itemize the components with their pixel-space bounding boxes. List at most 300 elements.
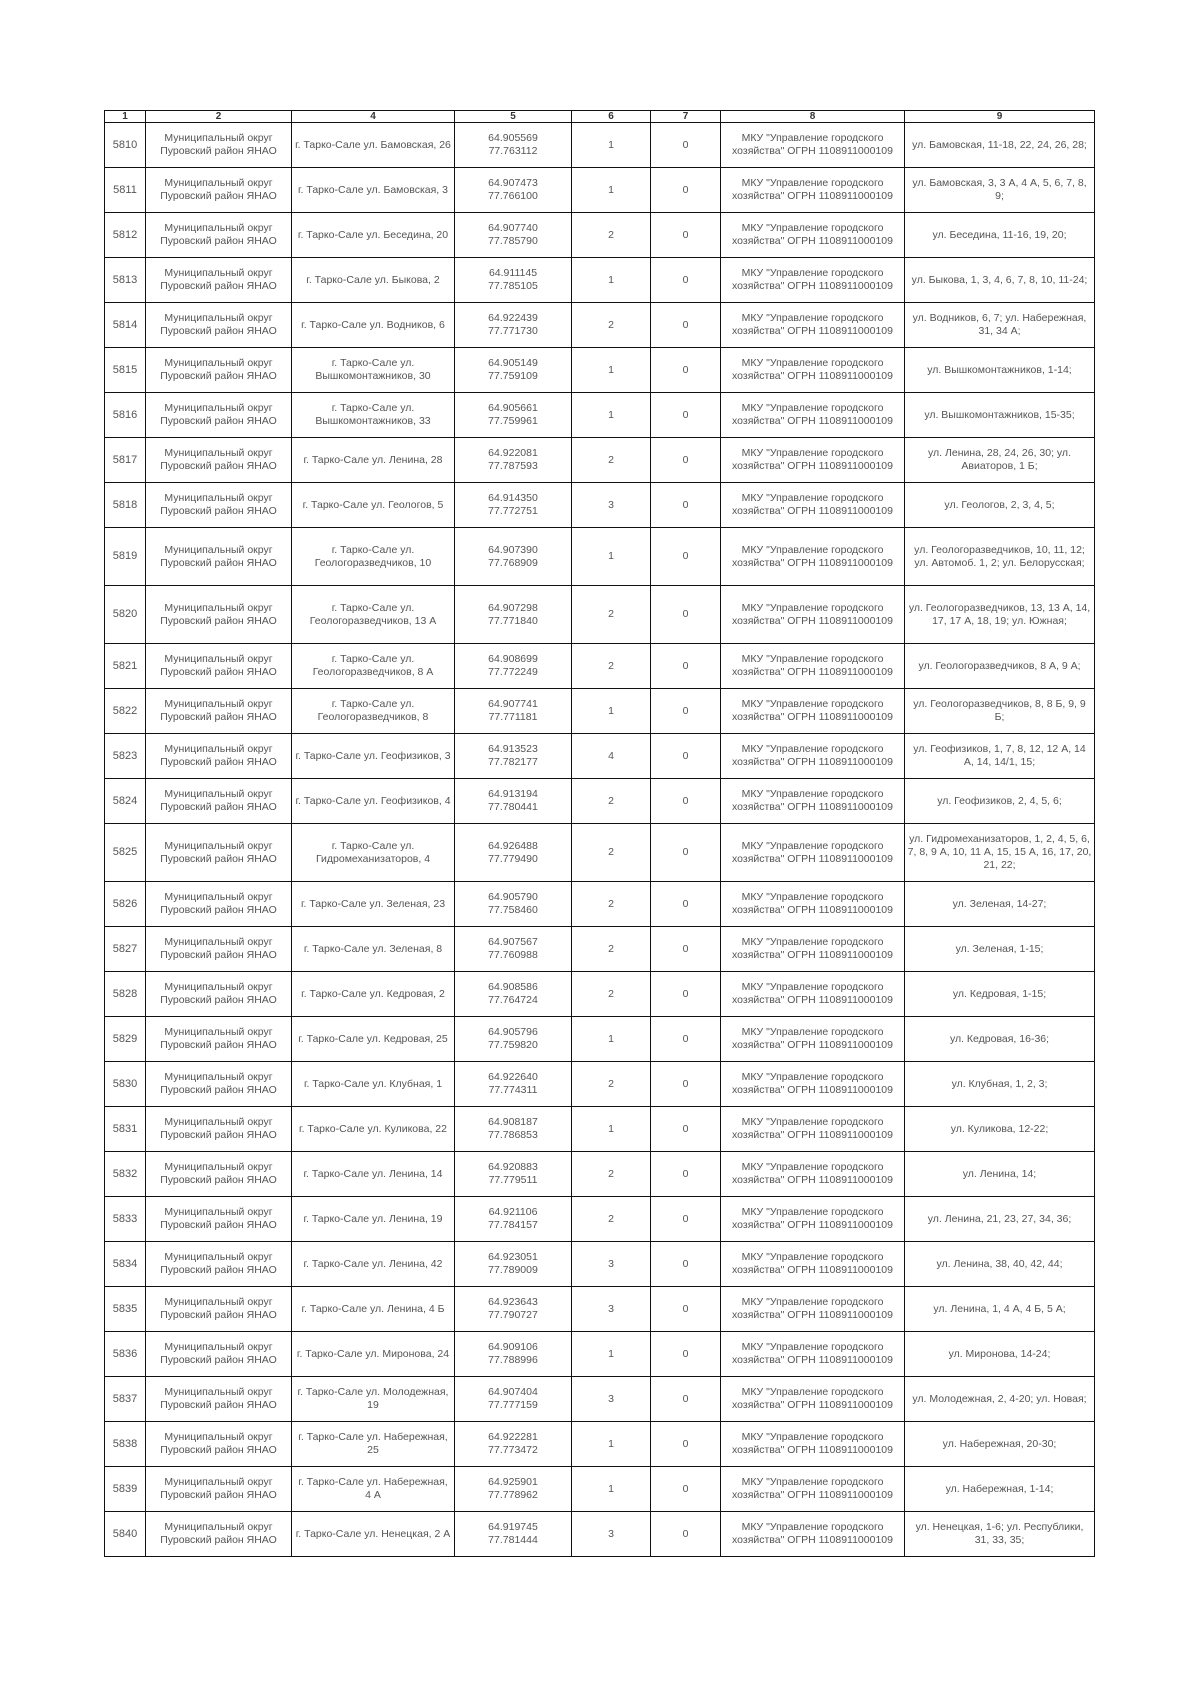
table-row <box>105 734 1095 779</box>
cell-col-7: 0 <box>651 1422 721 1467</box>
cell-id: 5823 <box>105 734 146 779</box>
cell-id: 5822 <box>105 689 146 734</box>
cell-district: Муниципальный округ Пуровский район ЯНАО <box>146 303 292 348</box>
cell-col-6: 1 <box>572 1467 651 1512</box>
cell-organization: МКУ "Управление городского хозяйства" ОГРН 1108911000109 <box>721 1512 905 1557</box>
cell-district: Муниципальный округ Пуровский район ЯНАО <box>146 1377 292 1422</box>
table-row <box>105 1467 1095 1512</box>
cell-col-7: 0 <box>651 1467 721 1512</box>
cell-served-addresses: ул. Клубная, 1, 2, 3; <box>905 1062 1095 1107</box>
cell-organization: МКУ "Управление городского хозяйства" ОГРН 1108911000109 <box>721 882 905 927</box>
cell-id: 5835 <box>105 1287 146 1332</box>
cell-col-6: 1 <box>572 689 651 734</box>
cell-organization: МКУ "Управление городского хозяйства" ОГРН 1108911000109 <box>721 824 905 882</box>
cell-organization: МКУ "Управление городского хозяйства" ОГРН 1108911000109 <box>721 1422 905 1467</box>
cell-served-addresses: ул. Набережная, 1-14; <box>905 1467 1095 1512</box>
cell-col-6: 2 <box>572 303 651 348</box>
latitude: 64.919745 <box>488 1521 538 1533</box>
latitude: 64.905149 <box>488 357 538 369</box>
cell-address: г. Тарко-Сале ул. Набережная, 25 <box>292 1422 455 1467</box>
longitude: 77.774311 <box>488 1084 538 1096</box>
cell-district: Муниципальный округ Пуровский район ЯНАО <box>146 483 292 528</box>
cell-served-addresses: ул. Вышкомонтажников, 15-35; <box>905 393 1095 438</box>
cell-coordinates <box>455 123 572 168</box>
cell-coordinates <box>455 438 572 483</box>
cell-address: г. Тарко-Сале ул. Ленина, 4 Б <box>292 1287 455 1332</box>
cell-coordinates <box>455 213 572 258</box>
cell-id: 5826 <box>105 882 146 927</box>
cell-organization: МКУ "Управление городского хозяйства" ОГРН 1108911000109 <box>721 303 905 348</box>
cell-col-7: 0 <box>651 972 721 1017</box>
cell-col-6: 1 <box>572 1422 651 1467</box>
longitude: 77.771181 <box>488 711 538 723</box>
cell-col-7: 0 <box>651 1062 721 1107</box>
cell-served-addresses: ул. Геологоразведчиков, 10, 11, 12; ул. Автомоб. 1, 2; ул. Белорусская; <box>905 528 1095 586</box>
cell-organization: МКУ "Управление городского хозяйства" ОГРН 1108911000109 <box>721 168 905 213</box>
latitude: 64.907390 <box>488 543 538 556</box>
cell-id: 5829 <box>105 1017 146 1062</box>
cell-col-7: 0 <box>651 824 721 882</box>
cell-served-addresses: ул. Беседина, 11-16, 19, 20; <box>905 213 1095 258</box>
table-row <box>105 1287 1095 1332</box>
cell-district: Муниципальный округ Пуровский район ЯНАО <box>146 258 292 303</box>
table-row <box>105 258 1095 303</box>
header-col-2: 2 <box>146 111 292 123</box>
cell-address: г. Тарко-Сале ул. Быкова, 2 <box>292 258 455 303</box>
cell-address: г. Тарко-Сале ул. Геологов, 5 <box>292 483 455 528</box>
longitude: 77.768909 <box>488 556 538 569</box>
latitude: 64.905790 <box>488 891 538 903</box>
cell-organization: МКУ "Управление городского хозяйства" ОГРН 1108911000109 <box>721 972 905 1017</box>
cell-col-7: 0 <box>651 168 721 213</box>
latitude: 64.922081 <box>488 447 538 459</box>
cell-id: 5833 <box>105 1197 146 1242</box>
table-row <box>105 1377 1095 1422</box>
cell-coordinates <box>455 393 572 438</box>
cell-address: г. Тарко-Сале ул. Геологоразведчиков, 8 А <box>292 644 455 689</box>
cell-served-addresses: ул. Ленина, 14; <box>905 1152 1095 1197</box>
cell-col-6: 2 <box>572 1152 651 1197</box>
cell-coordinates <box>455 734 572 779</box>
longitude: 77.760988 <box>488 949 538 961</box>
cell-organization: МКУ "Управление городского хозяйства" ОГРН 1108911000109 <box>721 393 905 438</box>
longitude: 77.780441 <box>488 801 538 813</box>
table-row <box>105 1107 1095 1152</box>
cell-coordinates <box>455 1287 572 1332</box>
cell-district: Муниципальный округ Пуровский район ЯНАО <box>146 689 292 734</box>
cell-coordinates <box>455 689 572 734</box>
latitude: 64.925901 <box>488 1476 538 1488</box>
longitude: 77.778962 <box>488 1489 538 1501</box>
cell-id: 5837 <box>105 1377 146 1422</box>
cell-id: 5815 <box>105 348 146 393</box>
table-row <box>105 393 1095 438</box>
latitude: 64.907473 <box>488 177 538 189</box>
latitude: 64.922640 <box>488 1071 538 1083</box>
cell-col-7: 0 <box>651 1017 721 1062</box>
cell-col-7: 0 <box>651 303 721 348</box>
longitude: 77.789009 <box>488 1264 538 1276</box>
cell-district: Муниципальный округ Пуровский район ЯНАО <box>146 1197 292 1242</box>
longitude: 77.758460 <box>488 904 538 916</box>
cell-served-addresses: ул. Ленина, 38, 40, 42, 44; <box>905 1242 1095 1287</box>
latitude: 64.905661 <box>488 402 538 414</box>
cell-id: 5824 <box>105 779 146 824</box>
cell-coordinates <box>455 1332 572 1377</box>
table-row <box>105 1197 1095 1242</box>
cell-served-addresses: ул. Зеленая, 1-15; <box>905 927 1095 972</box>
cell-col-6: 2 <box>572 586 651 644</box>
cell-coordinates <box>455 586 572 644</box>
cell-col-6: 2 <box>572 927 651 972</box>
cell-address: г. Тарко-Сале ул. Ленина, 42 <box>292 1242 455 1287</box>
cell-district: Муниципальный округ Пуровский район ЯНАО <box>146 927 292 972</box>
longitude: 77.787593 <box>488 460 538 472</box>
latitude: 64.907741 <box>488 698 538 710</box>
cell-address: г. Тарко-Сале ул. Молодежная, 19 <box>292 1377 455 1422</box>
longitude: 77.782177 <box>488 756 538 768</box>
cell-organization: МКУ "Управление городского хозяйства" ОГРН 1108911000109 <box>721 1062 905 1107</box>
cell-id: 5817 <box>105 438 146 483</box>
cell-organization: МКУ "Управление городского хозяйства" ОГРН 1108911000109 <box>721 1152 905 1197</box>
cell-col-6: 3 <box>572 1287 651 1332</box>
cell-col-6: 2 <box>572 1062 651 1107</box>
cell-address: г. Тарко-Сале ул. Геофизиков, 4 <box>292 779 455 824</box>
cell-organization: МКУ "Управление городского хозяйства" ОГРН 1108911000109 <box>721 779 905 824</box>
cell-col-7: 0 <box>651 644 721 689</box>
table-row <box>105 1332 1095 1377</box>
cell-address: г. Тарко-Сале ул. Ленина, 14 <box>292 1152 455 1197</box>
header-col-7: 7 <box>651 111 721 123</box>
table-row <box>105 1242 1095 1287</box>
cell-organization: МКУ "Управление городского хозяйства" ОГРН 1108911000109 <box>721 1107 905 1152</box>
cell-col-6: 2 <box>572 213 651 258</box>
cell-col-6: 3 <box>572 483 651 528</box>
longitude: 77.759109 <box>488 370 538 382</box>
cell-organization: МКУ "Управление городского хозяйства" ОГРН 1108911000109 <box>721 1242 905 1287</box>
cell-coordinates <box>455 882 572 927</box>
cell-district: Муниципальный округ Пуровский район ЯНАО <box>146 348 292 393</box>
longitude: 77.777159 <box>488 1399 538 1411</box>
cell-district: Муниципальный округ Пуровский район ЯНАО <box>146 213 292 258</box>
latitude: 64.907404 <box>488 1386 538 1398</box>
cell-coordinates <box>455 1512 572 1557</box>
cell-address: г. Тарко-Сале ул. Куликова, 22 <box>292 1107 455 1152</box>
cell-col-7: 0 <box>651 1107 721 1152</box>
cell-address: г. Тарко-Сале ул. Геофизиков, 3 <box>292 734 455 779</box>
table-row <box>105 168 1095 213</box>
cell-address: г. Тарко-Сале ул. Вышкомонтажников, 33 <box>292 393 455 438</box>
cell-served-addresses: ул. Бамовская, 11-18, 22, 24, 26, 28; <box>905 123 1095 168</box>
cell-organization: МКУ "Управление городского хозяйства" ОГРН 1108911000109 <box>721 927 905 972</box>
cell-col-6: 1 <box>572 528 651 586</box>
cell-id: 5811 <box>105 168 146 213</box>
longitude: 77.786853 <box>488 1129 538 1141</box>
longitude: 77.772751 <box>488 505 538 517</box>
latitude: 64.907298 <box>488 601 538 614</box>
cell-col-6: 1 <box>572 1017 651 1062</box>
cell-served-addresses: ул. Набережная, 20-30; <box>905 1422 1095 1467</box>
table-row <box>105 644 1095 689</box>
cell-coordinates <box>455 1422 572 1467</box>
cell-district: Муниципальный округ Пуровский район ЯНАО <box>146 438 292 483</box>
cell-col-6: 2 <box>572 882 651 927</box>
cell-organization: МКУ "Управление городского хозяйства" ОГРН 1108911000109 <box>721 438 905 483</box>
latitude: 64.911145 <box>488 267 538 279</box>
cell-id: 5825 <box>105 824 146 882</box>
cell-address: г. Тарко-Сале ул. Миронова, 24 <box>292 1332 455 1377</box>
cell-id: 5821 <box>105 644 146 689</box>
cell-id: 5819 <box>105 528 146 586</box>
cell-id: 5839 <box>105 1467 146 1512</box>
cell-organization: МКУ "Управление городского хозяйства" ОГРН 1108911000109 <box>721 483 905 528</box>
latitude: 64.905569 <box>488 132 538 144</box>
cell-served-addresses: ул. Миронова, 14-24; <box>905 1332 1095 1377</box>
cell-col-7: 0 <box>651 1152 721 1197</box>
cell-coordinates <box>455 258 572 303</box>
cell-district: Муниципальный округ Пуровский район ЯНАО <box>146 644 292 689</box>
cell-col-7: 0 <box>651 1287 721 1332</box>
cell-address: г. Тарко-Сале ул. Водников, 6 <box>292 303 455 348</box>
longitude: 77.759820 <box>488 1039 538 1051</box>
cell-organization: МКУ "Управление городского хозяйства" ОГРН 1108911000109 <box>721 586 905 644</box>
cell-served-addresses: ул. Геологоразведчиков, 13, 13 А, 14, 17, 17 А, 18, 19; ул. Южная; <box>905 586 1095 644</box>
cell-district: Муниципальный округ Пуровский район ЯНАО <box>146 1062 292 1107</box>
cell-coordinates <box>455 1152 572 1197</box>
cell-col-7: 0 <box>651 882 721 927</box>
table-row <box>105 882 1095 927</box>
cell-district: Муниципальный округ Пуровский район ЯНАО <box>146 123 292 168</box>
cell-district: Муниципальный округ Пуровский район ЯНАО <box>146 1152 292 1197</box>
latitude: 64.907567 <box>488 936 538 948</box>
cell-address: г. Тарко-Сале ул. Геологоразведчиков, 8 <box>292 689 455 734</box>
cell-address: г. Тарко-Сале ул. Кедровая, 2 <box>292 972 455 1017</box>
cell-address: г. Тарко-Сале ул. Ненецкая, 2 А <box>292 1512 455 1557</box>
cell-id: 5820 <box>105 586 146 644</box>
table-row <box>105 528 1095 586</box>
cell-organization: МКУ "Управление городского хозяйства" ОГРН 1108911000109 <box>721 1197 905 1242</box>
cell-district: Муниципальный округ Пуровский район ЯНАО <box>146 824 292 882</box>
cell-col-6: 1 <box>572 1332 651 1377</box>
latitude: 64.923051 <box>488 1251 538 1263</box>
cell-id: 5827 <box>105 927 146 972</box>
latitude: 64.926488 <box>488 839 538 852</box>
cell-served-addresses: ул. Молодежная, 2, 4-20; ул. Новая; <box>905 1377 1095 1422</box>
cell-served-addresses: ул. Кедровая, 1-15; <box>905 972 1095 1017</box>
longitude: 77.759961 <box>488 415 538 427</box>
cell-col-7: 0 <box>651 689 721 734</box>
header-row <box>105 111 1095 123</box>
cell-id: 5831 <box>105 1107 146 1152</box>
cell-organization: МКУ "Управление городского хозяйства" ОГРН 1108911000109 <box>721 1467 905 1512</box>
latitude: 64.908586 <box>488 981 538 993</box>
latitude: 64.908699 <box>488 653 538 665</box>
cell-address: г. Тарко-Сале ул. Клубная, 1 <box>292 1062 455 1107</box>
cell-served-addresses: ул. Ленина, 28, 24, 26, 30; ул. Авиаторов, 1 Б; <box>905 438 1095 483</box>
cell-served-addresses: ул. Гидромеханизаторов, 1, 2, 4, 5, 6, 7, 8, 9 А, 10, 11 А, 15, 15 А, 16, 17, 20, 21, 22; <box>905 824 1095 882</box>
table-row <box>105 586 1095 644</box>
table-row <box>105 1422 1095 1467</box>
cell-coordinates <box>455 824 572 882</box>
latitude: 64.907740 <box>488 222 538 234</box>
cell-organization: МКУ "Управление городского хозяйства" ОГРН 1108911000109 <box>721 348 905 393</box>
cell-address: г. Тарко-Сале ул. Вышкомонтажников, 30 <box>292 348 455 393</box>
cell-organization: МКУ "Управление городского хозяйства" ОГРН 1108911000109 <box>721 213 905 258</box>
cell-id: 5816 <box>105 393 146 438</box>
table-row <box>105 483 1095 528</box>
header-col-4: 4 <box>292 111 455 123</box>
cell-coordinates <box>455 168 572 213</box>
cell-col-7: 0 <box>651 586 721 644</box>
cell-col-7: 0 <box>651 927 721 972</box>
cell-id: 5818 <box>105 483 146 528</box>
cell-address: г. Тарко-Сале ул. Набережная, 4 А <box>292 1467 455 1512</box>
cell-district: Муниципальный округ Пуровский район ЯНАО <box>146 1422 292 1467</box>
cell-col-6: 4 <box>572 734 651 779</box>
cell-col-6: 2 <box>572 1197 651 1242</box>
cell-col-6: 2 <box>572 972 651 1017</box>
longitude: 77.771730 <box>488 325 538 337</box>
cell-id: 5810 <box>105 123 146 168</box>
cell-district: Муниципальный округ Пуровский район ЯНАО <box>146 1287 292 1332</box>
cell-district: Муниципальный округ Пуровский район ЯНАО <box>146 1242 292 1287</box>
cell-col-6: 1 <box>572 348 651 393</box>
cell-coordinates <box>455 779 572 824</box>
cell-district: Муниципальный округ Пуровский район ЯНАО <box>146 393 292 438</box>
cell-id: 5812 <box>105 213 146 258</box>
longitude: 77.764724 <box>488 994 538 1006</box>
table-row <box>105 824 1095 882</box>
cell-coordinates <box>455 1467 572 1512</box>
cell-id: 5840 <box>105 1512 146 1557</box>
cell-district: Муниципальный округ Пуровский район ЯНАО <box>146 882 292 927</box>
cell-coordinates <box>455 1017 572 1062</box>
table-row <box>105 1152 1095 1197</box>
header-col-9: 9 <box>905 111 1095 123</box>
latitude: 64.921106 <box>488 1206 538 1218</box>
longitude: 77.790727 <box>488 1309 538 1321</box>
cell-served-addresses: ул. Ленина, 1, 4 А, 4 Б, 5 А; <box>905 1287 1095 1332</box>
cell-coordinates <box>455 1107 572 1152</box>
cell-col-6: 1 <box>572 168 651 213</box>
table-row <box>105 779 1095 824</box>
cell-organization: МКУ "Управление городского хозяйства" ОГРН 1108911000109 <box>721 528 905 586</box>
cell-col-7: 0 <box>651 734 721 779</box>
cell-organization: МКУ "Управление городского хозяйства" ОГРН 1108911000109 <box>721 644 905 689</box>
cell-served-addresses: ул. Бамовская, 3, 3 А, 4 А, 5, 6, 7, 8, 9; <box>905 168 1095 213</box>
cell-organization: МКУ "Управление городского хозяйства" ОГРН 1108911000109 <box>721 123 905 168</box>
latitude: 64.908187 <box>488 1116 538 1128</box>
cell-served-addresses: ул. Геологов, 2, 3, 4, 5; <box>905 483 1095 528</box>
cell-col-6: 3 <box>572 1242 651 1287</box>
cell-district: Муниципальный округ Пуровский район ЯНАО <box>146 779 292 824</box>
cell-id: 5813 <box>105 258 146 303</box>
latitude: 64.909106 <box>488 1341 538 1353</box>
cell-district: Муниципальный округ Пуровский район ЯНАО <box>146 972 292 1017</box>
cell-served-addresses: ул. Геологоразведчиков, 8 А, 9 А; <box>905 644 1095 689</box>
table-row <box>105 348 1095 393</box>
latitude: 64.923643 <box>488 1296 538 1308</box>
cell-coordinates <box>455 303 572 348</box>
cell-id: 5828 <box>105 972 146 1017</box>
longitude: 77.779490 <box>488 852 538 865</box>
cell-address: г. Тарко-Сале ул. Беседина, 20 <box>292 213 455 258</box>
latitude: 64.922439 <box>488 312 538 324</box>
registry-table <box>104 110 1095 1557</box>
cell-coordinates <box>455 927 572 972</box>
cell-col-7: 0 <box>651 213 721 258</box>
cell-served-addresses: ул. Геофизиков, 1, 7, 8, 12, 12 А, 14 А, 14, 14/1, 15; <box>905 734 1095 779</box>
header-col-5: 5 <box>455 111 572 123</box>
cell-address: г. Тарко-Сале ул. Геологоразведчиков, 13 А <box>292 586 455 644</box>
cell-col-7: 0 <box>651 1512 721 1557</box>
cell-district: Муниципальный округ Пуровский район ЯНАО <box>146 1107 292 1152</box>
cell-col-6: 3 <box>572 1377 651 1422</box>
table-row <box>105 1017 1095 1062</box>
cell-address: г. Тарко-Сале ул. Ленина, 28 <box>292 438 455 483</box>
cell-id: 5830 <box>105 1062 146 1107</box>
longitude: 77.763112 <box>488 145 538 157</box>
cell-organization: МКУ "Управление городского хозяйства" ОГРН 1108911000109 <box>721 258 905 303</box>
header-col-1: 1 <box>105 111 146 123</box>
longitude: 77.779511 <box>488 1174 538 1186</box>
latitude: 64.913194 <box>488 788 538 800</box>
latitude: 64.920883 <box>488 1161 538 1173</box>
longitude: 77.788996 <box>488 1354 538 1366</box>
table-row <box>105 438 1095 483</box>
cell-coordinates <box>455 348 572 393</box>
cell-col-7: 0 <box>651 483 721 528</box>
longitude: 77.785790 <box>488 235 538 247</box>
cell-col-7: 0 <box>651 1377 721 1422</box>
cell-district: Муниципальный округ Пуровский район ЯНАО <box>146 168 292 213</box>
cell-served-addresses: ул. Зеленая, 14-27; <box>905 882 1095 927</box>
cell-district: Муниципальный округ Пуровский район ЯНАО <box>146 1467 292 1512</box>
cell-col-6: 1 <box>572 258 651 303</box>
cell-coordinates <box>455 1377 572 1422</box>
cell-address: г. Тарко-Сале ул. Гидромеханизаторов, 4 <box>292 824 455 882</box>
latitude: 64.914350 <box>488 492 538 504</box>
cell-coordinates <box>455 528 572 586</box>
cell-col-7: 0 <box>651 258 721 303</box>
cell-col-6: 2 <box>572 779 651 824</box>
table-row <box>105 927 1095 972</box>
cell-col-6: 2 <box>572 824 651 882</box>
table-row <box>105 303 1095 348</box>
longitude: 77.766100 <box>488 190 538 202</box>
cell-col-6: 1 <box>572 123 651 168</box>
cell-district: Муниципальный округ Пуровский район ЯНАО <box>146 1332 292 1377</box>
cell-id: 5832 <box>105 1152 146 1197</box>
latitude: 64.905796 <box>488 1026 538 1038</box>
cell-served-addresses: ул. Быкова, 1, 3, 4, 6, 7, 8, 10, 11-24; <box>905 258 1095 303</box>
table-row <box>105 1512 1095 1557</box>
cell-col-6: 2 <box>572 644 651 689</box>
cell-col-7: 0 <box>651 779 721 824</box>
cell-col-7: 0 <box>651 1197 721 1242</box>
cell-organization: МКУ "Управление городского хозяйства" ОГРН 1108911000109 <box>721 689 905 734</box>
cell-served-addresses: ул. Геологоразведчиков, 8, 8 Б, 9, 9 Б; <box>905 689 1095 734</box>
longitude: 77.781444 <box>488 1534 538 1546</box>
cell-served-addresses: ул. Ненецкая, 1-6; ул. Республики, 31, 33, 35; <box>905 1512 1095 1557</box>
header-col-6: 6 <box>572 111 651 123</box>
cell-district: Муниципальный округ Пуровский район ЯНАО <box>146 734 292 779</box>
cell-organization: МКУ "Управление городского хозяйства" ОГРН 1108911000109 <box>721 1017 905 1062</box>
cell-coordinates <box>455 483 572 528</box>
cell-served-addresses: ул. Кедровая, 16-36; <box>905 1017 1095 1062</box>
cell-district: Муниципальный округ Пуровский район ЯНАО <box>146 528 292 586</box>
cell-col-6: 3 <box>572 1512 651 1557</box>
